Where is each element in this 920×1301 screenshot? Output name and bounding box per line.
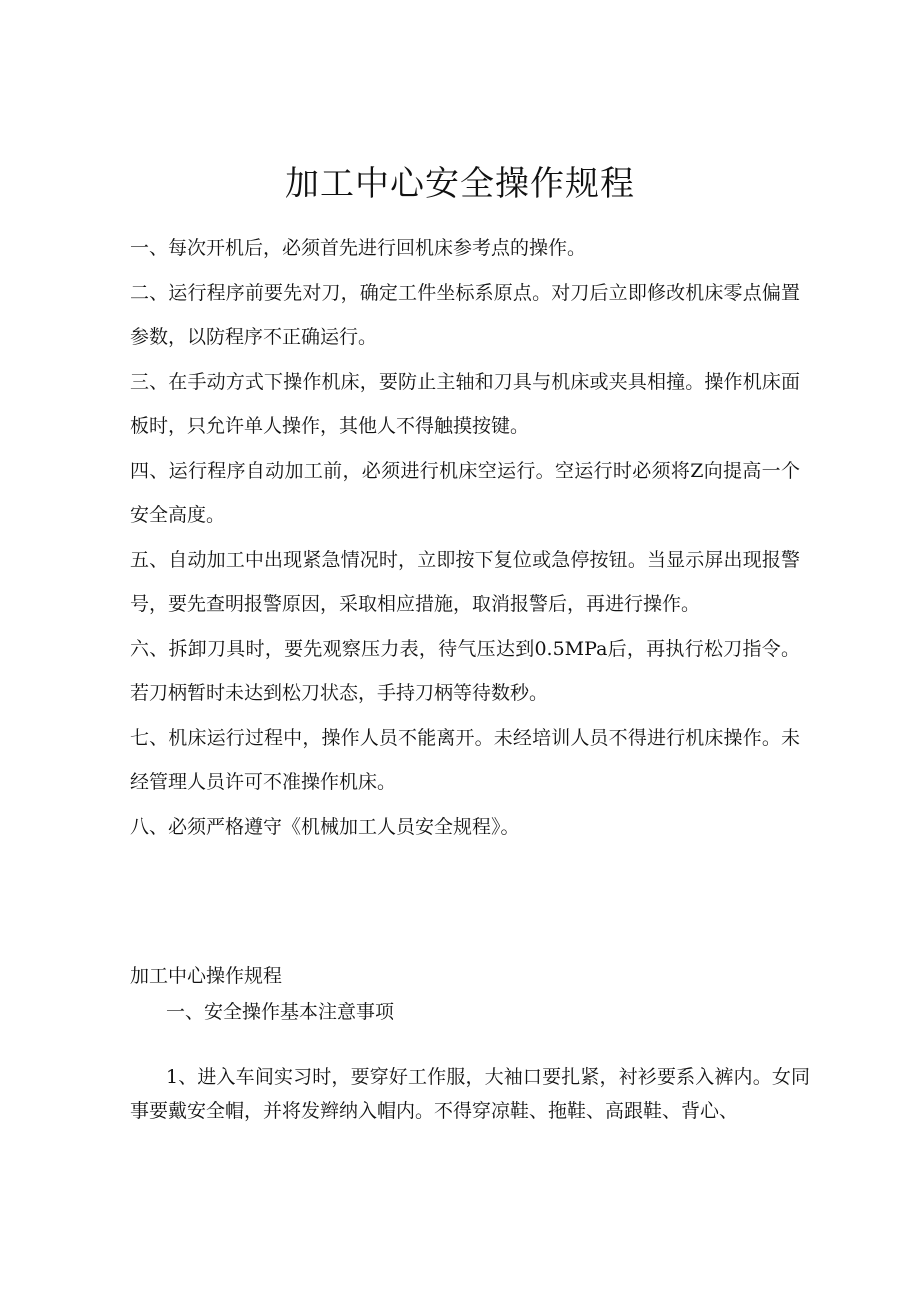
rule-item: 八、必须严格遵守《机械加工人员安全规程》。 — [130, 816, 520, 838]
rule-item: 三、在手动方式下操作机床，要防止主轴和刀具与机床或夹具相撞。操作机床面板时，只允许单人操作，其他人不得触摸按键。 — [130, 371, 800, 437]
rules-list — [130, 226, 800, 850]
section-title: 加工中心操作规程 — [130, 965, 283, 987]
section-paragraph: 1、进入车间实习时，要穿好工作服，大袖口要扎紧，衬衫要系入裤内。女同事要戴安全帽，并将发辫纳入帽内。不得穿凉鞋、拖鞋、高跟鞋、背心、 — [130, 1066, 810, 1122]
rule-item: 七、机床运行过程中，操作人员不能离开。未经培训人员不得进行机床操作。未经管理人员许可不准操作机床。 — [130, 727, 800, 793]
section-subtitle: 一、安全操作基本注意事项 — [166, 1001, 395, 1023]
page-title: 加工中心安全操作规程 — [285, 164, 635, 204]
rule-item: 四、运行程序自动加工前，必须进行机床空运行。空运行时必须将Z向提高一个安全高度。 — [130, 460, 800, 526]
rule-item: 六、拆卸刀具时，要先观察压力表，待气压达到0.5MPa后，再执行松刀指令。若刀柄暂时未达到松刀状态，手持刀柄等待数秒。 — [130, 638, 800, 704]
rule-item: 二、运行程序前要先对刀，确定工件坐标系原点。对刀后立即修改机床零点偏置参数，以防程序不正确运行。 — [130, 282, 800, 348]
rule-item: 五、自动加工中出现紧急情况时，立即按下复位或急停按钮。当显示屏出现报警号，要先查明报警原因，采取相应措施，取消报警后，再进行操作。 — [130, 549, 800, 615]
operation-section — [130, 958, 810, 1128]
rule-item: 一、每次开机后，必须首先进行回机床参考点的操作。 — [130, 237, 587, 259]
